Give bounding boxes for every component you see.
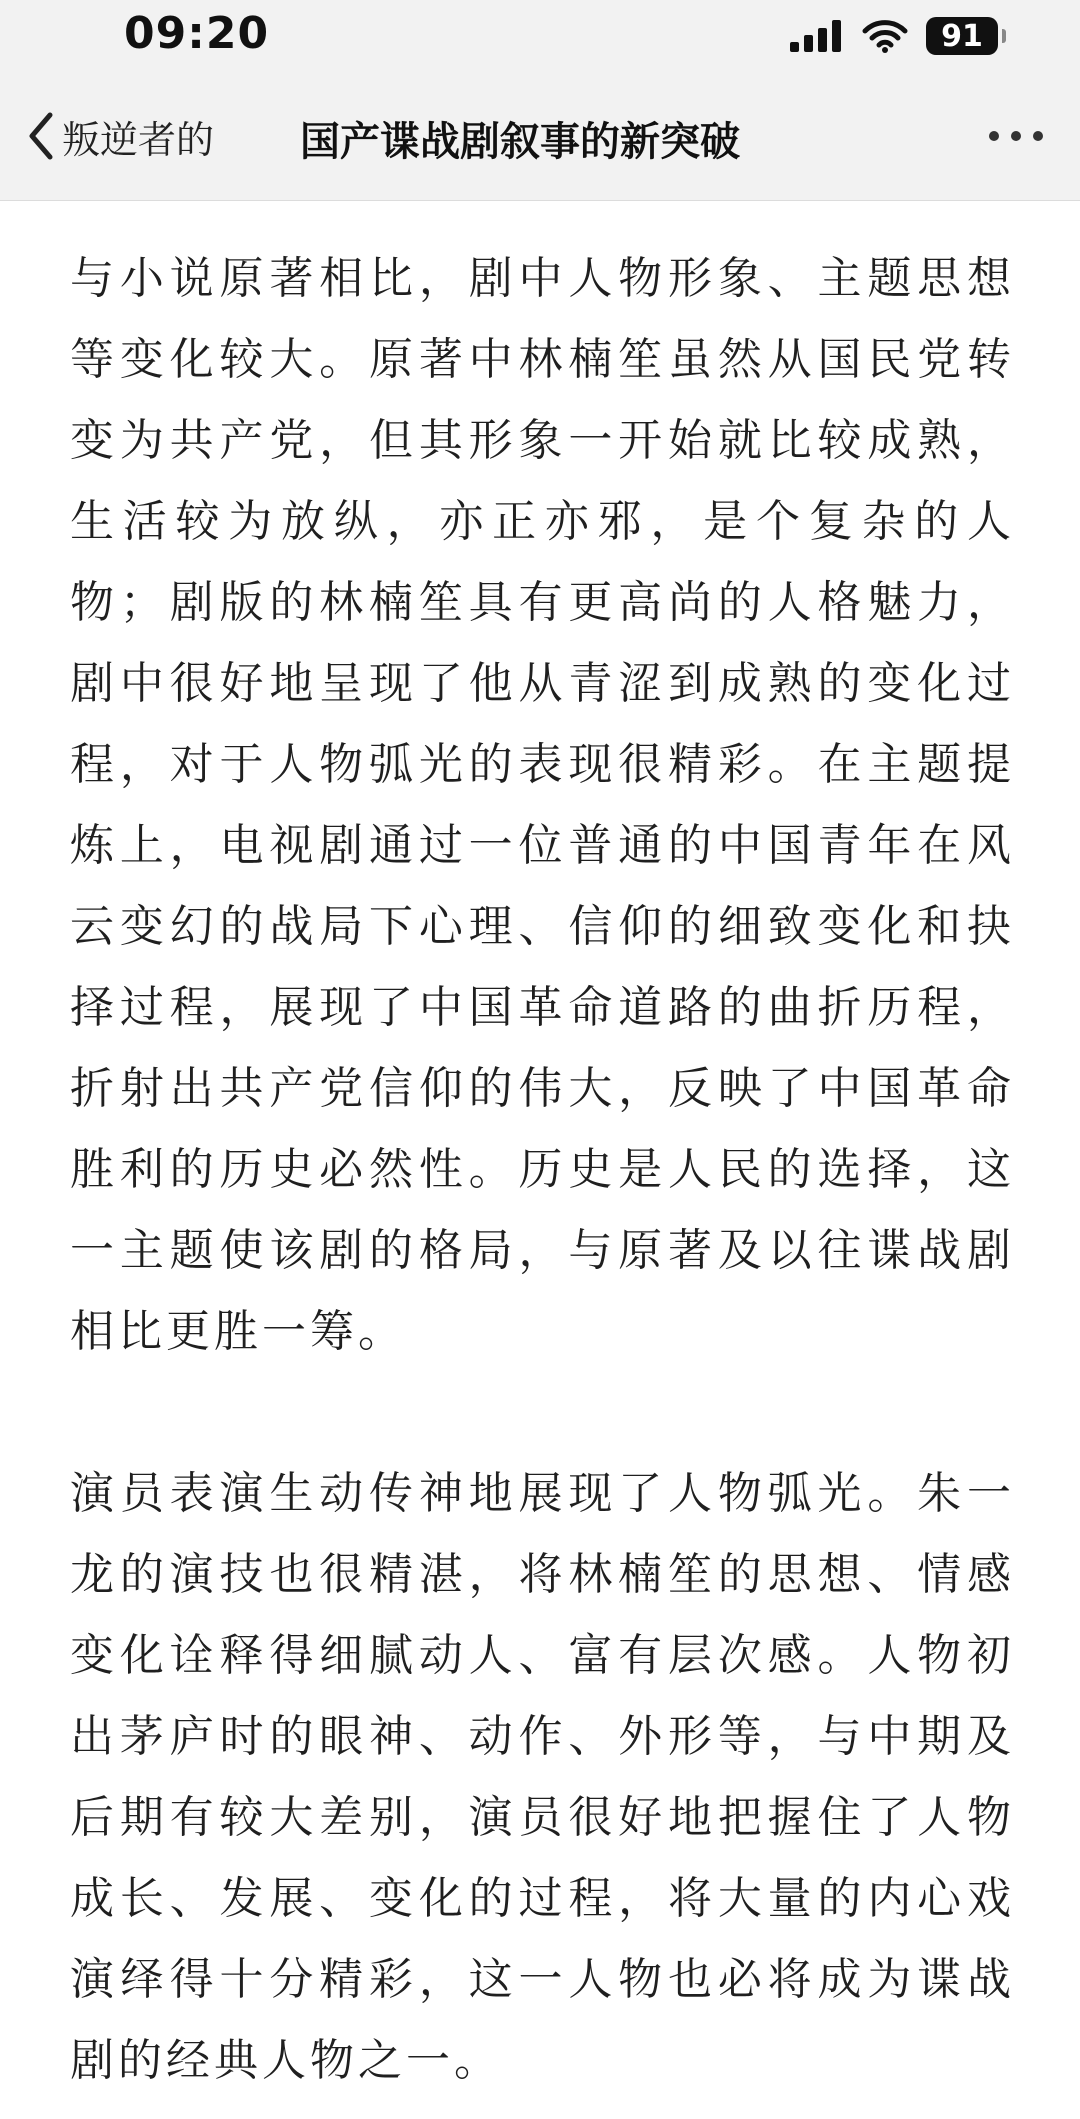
nav-bar [0,72,1080,201]
back-button[interactable] [26,108,214,164]
back-label: 叛逆者的 [62,117,215,162]
status-icons [790,14,998,58]
article-body [70,238,1015,2101]
article-paragraph: 演员表演生动传神地展现了人物弧光。朱一龙的演技也很精湛，将林楠笙的思想、情感变化诠释得细腻动人、富有层次感。人物初出茅庐时的眼神、动作、外形等，与中期及后期有较大差别，演员很好地把握住了人物成长、发展、变化的过程，将大量的内心戏演绎得十分精彩，这一人物也必将成为谍战剧的经典人物之一。 [70,1468,1015,2086]
signal-icon [790,20,844,52]
back-chevron-icon [26,111,56,161]
status-time: 09:20 [124,8,270,59]
more-icon[interactable] [986,126,1046,146]
article-paragraph: 与小说原著相比，剧中人物形象、主题思想等变化较大。原著中林楠笙虽然从国民党转变为共产党，但其形象一开始就比较成熟，生活较为放纵，亦正亦邪，是个复杂的人物；剧版的林楠笙具有更高尚的人格魅力，剧中很好地呈现了他从青涩到成熟的变化过程，对于人物弧光的表现很精彩。在主题提炼上，电视剧通过一位普通的中国青年在风云变幻的战局下心理、信仰的细致变化和抉择过程，展现了中国革命道路的曲折历程，折射出共产党信仰的伟大，反映了中国革命胜利的历史必然性。历史是人民的选择，这一主题使该剧的格局，与原著及以往谍战剧相比更胜一筹。 [70,253,1015,1357]
status-bar [0,0,1080,72]
battery-level: 91 [941,18,983,54]
wifi-icon [862,19,908,53]
battery-icon [926,17,998,55]
page-title: 国产谍战剧叙事的新突破 [300,119,740,165]
